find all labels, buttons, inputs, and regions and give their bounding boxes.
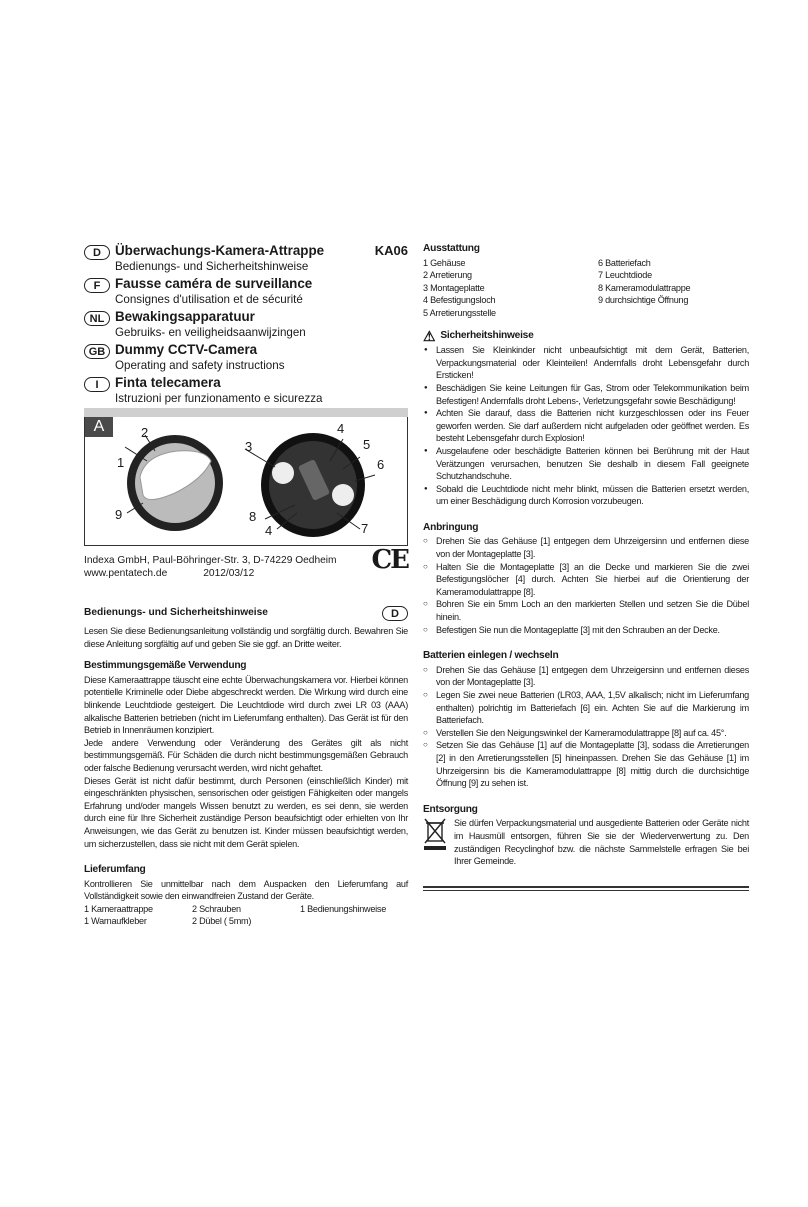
company-address: Indexa GmbH, Paul-Böhringer-Str. 3, D-74229 Oedheim: [84, 555, 337, 566]
callout-7: 7: [361, 521, 369, 536]
language-subtitle: Gebruiks- en veiligheidsaanwijzingen: [115, 326, 306, 339]
list-item: 4 Befestigungsloch: [423, 295, 496, 306]
safety-heading: Sicherheitshinweise: [440, 329, 534, 341]
callout-6: 6: [377, 457, 385, 472]
list-item: ○ Drehen Sie das Gehäuse [1] entgegen dem Uhrzeigersinn und entfernen dieses von der Montageplatte [3].: [423, 664, 749, 689]
list-item: [300, 915, 408, 928]
ce-mark: CE: [371, 545, 408, 575]
end-rule: [423, 886, 749, 891]
battery-heading: Batterien einlegen / wechseln: [423, 650, 559, 662]
language-row: [84, 309, 408, 340]
disposal-text: Sie dürfen Verpackungsmaterial und ausgediente Batterien oder Geräte nicht im Hausmüll entsorgen, führen Sie sie der Wiederverwertung zu. Den zuständigen Recyclinghof bzw. die nächste Sammelstelle erfragen Sie bei Ihrer Gemeinde.: [454, 818, 749, 867]
company-website: www.pentatech.de: [84, 568, 168, 579]
list-item: 8 Kameramodulattrappe: [598, 282, 691, 293]
callout-8: 8: [249, 509, 257, 524]
mounting-list: [423, 535, 749, 636]
language-title: Fausse caméra de surveillance: [115, 276, 313, 291]
language-badge: NL: [84, 311, 110, 326]
use-paragraph-1: Diese Kameraattrappe täuscht eine echte Überwachungskamera vor. Hierbei können potentielle Kriminelle oder Diebe abgeschreckt werden. Die Wirkung wird durch eine blinkende Leuchtdiode gesteigert. Die Leuchtdiode wird durch zwei LR 03 (AAA) alkalische Batterien betrieben (nicht im Lieferumfang enthalten). Das Gerät ist für den Betrieb in Innenräumen konzipiert.: [84, 674, 408, 736]
delivery-heading: Lieferumfang: [84, 864, 146, 876]
list-item: ● Beschädigen Sie keine Leitungen für Gas, Strom oder Telekommunikation beim Befestigen! Andernfalls droht Lebens-, Verletzungsgefahr sowie Beschädigung!: [423, 382, 749, 407]
list-item: ○ Drehen Sie das Gehäuse [1] entgegen dem Uhrzeigersinn und entfernen diese von der Montageplatte [3].: [423, 535, 749, 560]
equipment-heading: Ausstattung: [423, 243, 480, 254]
intro-text: Lesen Sie diese Bedienungsanleitung vollständig und sorgfältig durch. Bewahren Sie diese Anleitung sorgfältig auf und geben Sie sie ggf. an Dritte weiter.: [84, 626, 408, 649]
callout-4-bottom: 4: [265, 523, 273, 538]
list-item: ○ Legen Sie zwei neue Batterien (LR03, AAA, 1,5V alkalisch; nicht im Lieferumfang enthalten) polrichtig im Batteriefach [6] ein. Achten Sie auf die Markierung im Batteriefach.: [423, 689, 749, 727]
language-badge: D: [84, 245, 110, 260]
right-column: [423, 243, 749, 891]
language-badge: I: [84, 377, 110, 392]
language-badge: GB: [84, 344, 110, 359]
language-subtitle: Consignes d'utilisation et de sécurité: [115, 293, 303, 306]
camera-illustration: [85, 417, 407, 545]
list-item: 2 Schrauben: [192, 903, 241, 914]
list-item: 2 Arretierung: [423, 270, 472, 281]
list-item: ○ Halten Sie die Montageplatte [3] an die Decke und markieren Sie die zwei Befestigungslöcher [4] durch. Achten Sie hierbei auf die Orientierung der Kameramodulattrappe [8].: [423, 561, 749, 599]
figure-label: A: [85, 417, 113, 437]
language-row: [84, 375, 408, 406]
use-paragraph-2: Jede andere Verwendung oder Veränderung des Gerätes gilt als nicht bestimmungsgemäß. Für Schäden die durch nicht bestimmungsgemäßen Gebrauch oder falsche Bedienung verursacht werden, wird nicht gehaftet.: [84, 737, 408, 773]
list-item: 9 durchsichtige Öffnung: [598, 295, 689, 306]
list-item: 1 Bedienungshinweise: [300, 903, 387, 914]
language-badge: F: [84, 278, 110, 293]
language-row: [84, 342, 408, 373]
language-subtitle: Bedienungs- und Sicherheitshinweise: [115, 260, 309, 273]
list-item: 6 Batteriefach: [598, 257, 651, 268]
list-item: 1 Kameraattrappe: [84, 903, 153, 914]
callout-9: 9: [115, 507, 123, 522]
delivery-text: Kontrollieren Sie unmittelbar nach dem Auspacken den Lieferumfang auf Vollständigkeit sowie den einwandfreien Zustand der Geräte.: [84, 878, 408, 902]
list-item: ○ Bohren Sie ein 5mm Loch an den markierten Stellen und setzen Sie die Dübel hinein.: [423, 598, 749, 623]
language-title: Finta telecamera: [115, 375, 221, 390]
language-title: Bewakingsapparatuur: [115, 309, 255, 324]
disposal-block: [423, 817, 749, 867]
list-item: ○ Befestigen Sie nun die Montageplatte [3] mit den Schrauben an der Decke.: [423, 624, 749, 637]
mounting-heading: Anbringung: [423, 521, 479, 533]
left-column: [84, 243, 408, 928]
language-row: [84, 276, 408, 307]
company-info: [84, 545, 408, 580]
battery-list: [423, 664, 749, 790]
list-item: ● Ausgelaufene oder beschädigte Batterien können bei Berührung mit der Haut Verätzungen verursachen, benutzen Sie deshalb in diesem Fall geeignete Schutzhandschuhe.: [423, 445, 749, 483]
list-item: 7 Leuchtdiode: [598, 270, 652, 281]
list-item: 1 Gehäuse: [423, 257, 466, 268]
safety-list: [423, 344, 749, 508]
callout-3: 3: [245, 439, 253, 454]
use-paragraph-3: Dieses Gerät ist nicht dafür bestimmt, durch Personen (einschließlich Kinder) mit eingeschränkten physischen, sensorischen oder geistigen Fähigkeiten oder mangels Erfahrung und/oder mangels Wissen benutzt zu werden, es sei denn, sie werden durch eine für Ihre Sicherheit zuständige Person beaufsichtigt oder erhielten von Ihr Anweisungen, wie das Gerät zu benutzen ist. Kinder müssen beaufsichtigt werden, um sicherzustellen, dass sie nicht mit dem Gerät spielen.: [84, 775, 408, 849]
figure-a: [84, 417, 408, 546]
callout-4-top: 4: [337, 421, 345, 436]
use-heading: Bestimmungsgemäße Verwendung: [84, 660, 247, 672]
language-subtitle: Istruzioni per funzionamento e sicurezza: [115, 392, 323, 405]
delivery-list: [84, 903, 408, 928]
equipment-list: [423, 257, 749, 320]
list-item: 5 Arretierungsstelle: [423, 307, 496, 318]
language-title: Dummy CCTV-Camera: [115, 342, 258, 357]
model-code: KA06: [374, 243, 408, 258]
warning-icon: ⚠: [423, 327, 436, 344]
callout-2: 2: [141, 425, 149, 440]
list-item: 1 Warnaufkleber: [84, 916, 147, 927]
header-divider-bar: [84, 408, 408, 417]
list-item: 2 Dübel ( 5mm): [192, 916, 252, 927]
list-item: ● Sobald die Leuchtdiode nicht mehr blinkt, müssen die Batterien ersetzt werden, um einer Beschädigung durch Korrosion vorzubeugen.: [423, 483, 749, 508]
list-item: 3 Montageplatte: [423, 282, 485, 293]
disposal-heading: Entsorgung: [423, 803, 478, 815]
document-date: 2012/03/12: [203, 568, 255, 579]
callout-1: 1: [117, 455, 125, 470]
list-item: ○ Verstellen Sie den Neigungswinkel der Kameramodulattrappe [8] auf ca. 45°.: [423, 727, 749, 740]
list-item: ● Lassen Sie Kleinkinder nicht unbeaufsichtigt mit dem Gerät, Batterien, Verpackungsmaterial oder Kleinteilen! Andernfalls droht Lebensgefahr durch Ersticken!: [423, 344, 749, 382]
language-list: [84, 243, 408, 406]
section-language-badge: D: [382, 606, 408, 621]
list-item: [598, 307, 748, 320]
crossed-bin-icon: [423, 817, 449, 867]
callout-5: 5: [363, 437, 371, 452]
list-item: ○ Setzen Sie das Gehäuse [1] auf die Montageplatte [3], sodass die Arretierungen [2] in den Arretierungsstellen [5] hineinpassen. Drehen Sie das Gehäuse [1] im Uhrzeigersinn bis die Kameramodulattrappe [8] mittig durch die durchsichtige Öffnung [9] zu sehen ist.: [423, 739, 749, 789]
section-title: Bedienungs- und Sicherheitshinweise: [84, 607, 268, 618]
language-subtitle: Operating and safety instructions: [115, 359, 285, 372]
language-row: [84, 243, 408, 274]
list-item: ● Achten Sie darauf, dass die Batterien nicht kurzgeschlossen oder ins Feuer geworfen werden. Sie darf außerdem nicht aufgeladen oder geöffnet werden. Es besteht Lebensgefahr durch Explosion!: [423, 407, 749, 445]
language-title: Überwachungs-Kamera-Attrappe: [115, 243, 325, 258]
